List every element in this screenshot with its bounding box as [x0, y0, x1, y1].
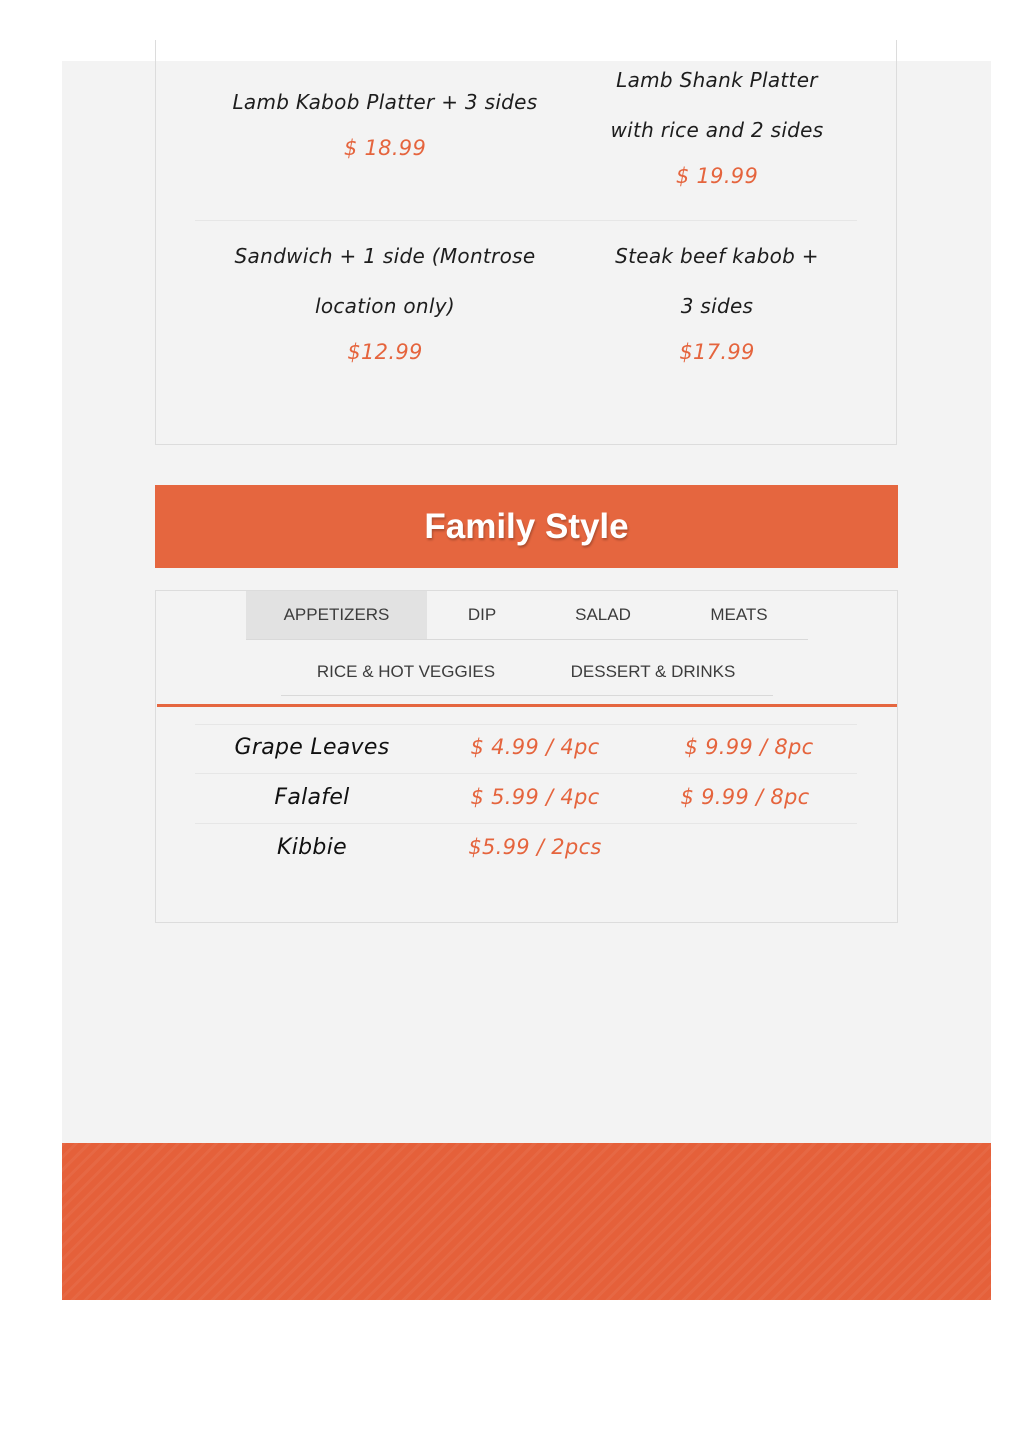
tab-dip[interactable]: DIP: [467, 605, 497, 624]
special-name-line: Lamb Shank Platter: [616, 68, 818, 92]
specials-divider: [195, 220, 857, 221]
item-name: Falafel: [274, 785, 350, 810]
item-price-small: $ 5.99 / 4pc: [470, 785, 600, 809]
special-name-line: location only): [314, 294, 456, 318]
special-price: $ 18.99: [343, 136, 427, 160]
row-divider: [195, 773, 857, 774]
special-price: $ 19.99: [675, 164, 759, 188]
item-price-large: $ 9.99 / 8pc: [684, 735, 814, 759]
tab-meats[interactable]: MEATS: [710, 605, 768, 624]
special-steak-kabob: [567, 244, 867, 364]
special-price: $12.99: [347, 340, 423, 364]
footer-band: [62, 1143, 991, 1300]
item-price-large: $ 9.99 / 8pc: [680, 785, 810, 809]
section-title: Family Style: [424, 506, 629, 546]
special-name-line: Sandwich + 1 side (Montrose: [234, 244, 536, 268]
tab-dessert-drinks[interactable]: DESSERT & DRINKS: [570, 662, 736, 681]
special-name-line: Steak beef kabob +: [615, 244, 819, 268]
special-lamb-shank: [567, 68, 867, 188]
special-lamb-kabob: [205, 90, 565, 160]
row-divider: [195, 724, 857, 725]
item-name: Grape Leaves: [234, 735, 390, 760]
row-divider: [195, 823, 857, 824]
tab-row-underline: [246, 639, 808, 640]
item-price-small: $5.99 / 2pcs: [468, 835, 602, 859]
family-style-banner: [155, 485, 898, 568]
tab-salad[interactable]: SALAD: [575, 605, 631, 624]
active-tab-content-rule: [157, 704, 897, 707]
special-name-line: with rice and 2 sides: [610, 118, 824, 142]
item-name: Kibbie: [277, 835, 347, 860]
special-sandwich: [215, 244, 555, 364]
special-name-line: Lamb Kabob Platter + 3 sides: [232, 90, 538, 114]
tab-row-underline: [281, 695, 773, 696]
special-price: $17.99: [679, 340, 755, 364]
item-price-small: $ 4.99 / 4pc: [470, 735, 600, 759]
tab-appetizers[interactable]: APPETIZERS: [246, 591, 427, 639]
tab-rice-hot-veggies[interactable]: RICE & HOT VEGGIES: [316, 662, 496, 681]
special-name-line: 3 sides: [680, 294, 754, 318]
